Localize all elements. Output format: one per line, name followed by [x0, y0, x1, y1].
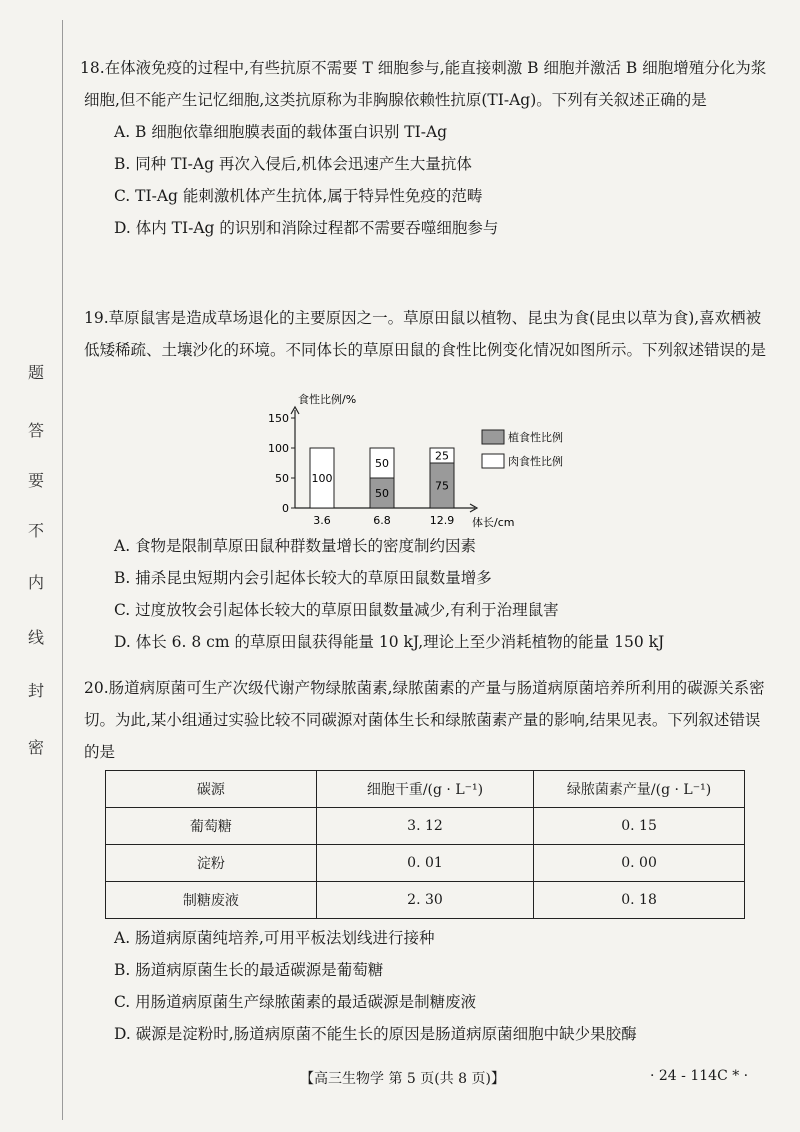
y-ticks: [268, 412, 295, 515]
question-stem: 肠道病原菌可生产次级代谢产物绿脓菌素,绿脓菌素的产量与肠道病原菌培养所利用的碳源关系密切。为此,某小组通过实验比较不同碳源对菌体生长和绿脓菌素产量的影响,结果见表。下列叙述错误的是: [84, 679, 765, 761]
table-header: 细胞干重/(g · L⁻¹): [316, 771, 533, 808]
table-cell: 0. 18: [534, 882, 745, 919]
bar-value-label: 25: [435, 449, 449, 463]
legend-label-meat: 肉食性比例: [508, 455, 563, 468]
question-stem: 草原鼠害是造成草场退化的主要原因之一。草原田鼠以植物、昆虫为食(昆虫以草为食),喜欢栖被低矮稀疏、土壤沙化的环境。不同体长的草原田鼠的食性比例变化情况如图所示。下列叙述错误的是: [84, 309, 767, 359]
option-d: D. 碳源是淀粉时,肠道病原菌不能生长的原因是肠道病原菌细胞中缺少果胶酶: [114, 1025, 637, 1043]
seal-char: 内: [27, 573, 44, 592]
binding-line: [62, 20, 63, 1120]
bars: [310, 448, 454, 508]
option-c: C. 过度放牧会引起体长较大的草原田鼠数量减少,有利于治理鼠害: [114, 601, 559, 619]
question-19-options: [84, 530, 770, 658]
y-tick-label: 0: [282, 502, 289, 515]
x-axis-label: 体长/cm: [472, 516, 515, 529]
x-tick-label: 12.9: [429, 514, 455, 527]
table-row: [106, 845, 745, 882]
table-cell: 2. 30: [316, 882, 533, 919]
y-tick-label: 100: [268, 442, 289, 455]
question-20-options: [84, 922, 770, 1050]
legend-swatch-meat: [482, 454, 504, 468]
seal-char: 不: [27, 521, 44, 540]
bar-value-label: 50: [375, 457, 389, 470]
seal-char: 题: [27, 363, 44, 382]
legend-swatch-plant: [482, 430, 504, 444]
table-cell: 3. 12: [316, 808, 533, 845]
table-header: 绿脓菌素产量/(g · L⁻¹): [534, 771, 745, 808]
footer-code: · 24 - 114C * ·: [650, 1068, 749, 1084]
table-cell: 0. 15: [534, 808, 745, 845]
table-row: [106, 808, 745, 845]
bar-value-label: 75: [435, 479, 449, 493]
table-row: [106, 882, 745, 919]
option-d: D. 体内 TI-Ag 的识别和消除过程都不需要吞噬细胞参与: [114, 219, 499, 237]
question-number: 18.: [80, 59, 105, 77]
question-20: [84, 672, 770, 768]
option-a: A. 肠道病原菌纯培养,可用平板法划线进行接种: [114, 929, 435, 947]
option-d: D. 体长 6. 8 cm 的草原田鼠获得能量 10 kJ,理论上至少消耗植物的能量 150 kJ: [114, 633, 665, 651]
seal-char: 要: [27, 471, 44, 490]
footer-page-info: 【高三生物学 第 5 页(共 8 页)】: [300, 1071, 505, 1087]
bar-value-label: 50: [375, 487, 389, 500]
question-19: [84, 302, 770, 366]
seal-notice: [25, 360, 47, 760]
table-cell: 葡萄糖: [106, 808, 317, 845]
seal-char: 线: [27, 628, 44, 647]
page-footer: [0, 1068, 800, 1092]
seal-char: 答: [27, 421, 44, 440]
x-ticks: [313, 514, 454, 527]
option-c: C. TI-Ag 能刺激机体产生抗体,属于特异性免疫的范畴: [114, 187, 483, 205]
option-b: B. 捕杀昆虫短期内会引起体长较大的草原田鼠数量增多: [114, 569, 492, 587]
option-a: A. 食物是限制草原田鼠种群数量增长的密度制约因素: [114, 537, 477, 555]
table-cell: 0. 01: [316, 845, 533, 882]
x-tick-label: 6.8: [373, 514, 391, 527]
y-tick-label: 50: [275, 472, 289, 485]
carbon-source-table: [105, 770, 745, 919]
seal-char: 密: [27, 738, 44, 757]
option-c: C. 用肠道病原菌生产绿脓菌素的最适碳源是制糖废液: [114, 993, 477, 1011]
y-tick-label: 150: [268, 412, 289, 425]
seal-char: 封: [27, 681, 44, 700]
option-b: B. 同种 TI-Ag 再次入侵后,机体会迅速产生大量抗体: [114, 155, 472, 173]
question-number: 19.: [84, 309, 109, 327]
question-stem: 在体液免疫的过程中,有些抗原不需要 T 细胞参与,能直接刺激 B 细胞并激活 B 细胞增殖分化为浆细胞,但不能产生记忆细胞,这类抗原称为非胸腺依赖性抗原(TI-Ag)。下列有关叙述正确的是: [84, 59, 767, 109]
table-cell: 淀粉: [106, 845, 317, 882]
bar-value-label: 100: [311, 472, 333, 485]
option-a: A. B 细胞依靠细胞膜表面的载体蛋白识别 TI-Ag: [114, 123, 448, 141]
table-header: 碳源: [106, 771, 317, 808]
option-b: B. 肠道病原菌生长的最适碳源是葡萄糖: [114, 961, 384, 979]
x-tick-label: 3.6: [313, 514, 331, 527]
table-cell: 制糖废液: [106, 882, 317, 919]
diet-ratio-chart: [250, 390, 570, 530]
table-cell: 0. 00: [534, 845, 745, 882]
question-18: [80, 52, 770, 244]
table-header-row: [106, 771, 745, 808]
legend-label-plant: 植食性比例: [508, 431, 563, 444]
question-number: 20.: [84, 679, 109, 697]
y-axis-label: 食性比例/%: [298, 393, 357, 406]
